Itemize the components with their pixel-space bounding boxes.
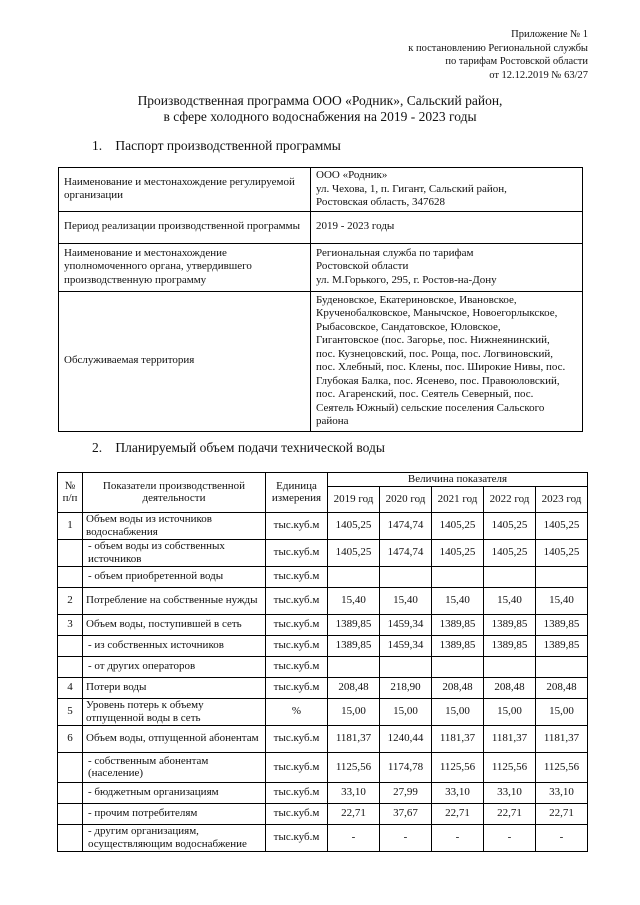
row-indicator: - из собственных источников	[83, 635, 266, 656]
row-number	[58, 635, 83, 656]
row-value	[536, 566, 588, 587]
row-value: 208,48	[536, 677, 588, 698]
row-value	[432, 656, 484, 677]
passport-value-line: 2019 - 2023 годы	[316, 220, 395, 233]
row-unit: тыс.куб.м	[266, 752, 328, 782]
table-row	[58, 698, 588, 725]
row-number: 5	[58, 698, 83, 725]
row-value: 1405,25	[432, 539, 484, 566]
row-indicator: - прочим потребителям	[83, 803, 266, 824]
passport-value-line: Гигантовское (пос. Загорье, пос. Нижнеянинский,	[316, 334, 550, 346]
row-value: 1389,85	[484, 635, 536, 656]
title-line: Производственная программа ООО «Родник», Сальский район,	[137, 93, 503, 108]
row-value: 1125,56	[484, 752, 536, 782]
section-1-heading	[92, 138, 341, 154]
row-value: -	[328, 824, 380, 851]
row-value: 33,10	[328, 782, 380, 803]
table-row	[58, 677, 588, 698]
row-value: -	[536, 824, 588, 851]
row-unit: тыс.куб.м	[266, 656, 328, 677]
row-indicator: - другим организациям, осуществляющим водоснабжение	[83, 824, 266, 851]
passport-table	[58, 167, 583, 432]
row-unit: тыс.куб.м	[266, 587, 328, 614]
row-value: 1174,78	[380, 752, 432, 782]
row-value: 15,40	[328, 587, 380, 614]
row-value: 218,90	[380, 677, 432, 698]
row-unit: тыс.куб.м	[266, 614, 328, 635]
table-row	[58, 539, 588, 566]
appendix-line: по тарифам Ростовской области	[445, 56, 588, 67]
row-value: 1389,85	[536, 635, 588, 656]
passport-value-line: Ростовской области	[316, 260, 409, 273]
table-row	[58, 635, 588, 656]
row-value: 15,40	[432, 587, 484, 614]
row-unit: тыс.куб.м	[266, 512, 328, 539]
row-unit: тыс.куб.м	[266, 803, 328, 824]
row-value: 1125,56	[432, 752, 484, 782]
row-number	[58, 656, 83, 677]
section-title: Паспорт производственной программы	[115, 138, 341, 153]
row-value: 1405,25	[536, 512, 588, 539]
row-value: 1459,34	[380, 635, 432, 656]
row-value: 1389,85	[328, 635, 380, 656]
passport-value-line: Региональная служба по тарифам	[316, 246, 474, 259]
row-number	[58, 782, 83, 803]
row-value: 15,00	[432, 698, 484, 725]
water-volume-table	[57, 472, 588, 852]
passport-value-line: пос. Хлебный, пос. Клены, пос. Широкие Нивы, пос.	[316, 361, 566, 373]
appendix-header	[408, 28, 588, 82]
row-value: 1405,25	[484, 539, 536, 566]
row-number: 1	[58, 512, 83, 539]
row-indicator: Потребление на собственные нужды	[83, 587, 266, 614]
row-value: 1389,85	[432, 635, 484, 656]
row-indicator: - собственным абонентам (население)	[83, 752, 266, 782]
row-value: 1181,37	[536, 725, 588, 752]
passport-label: Наименование и местонахождение уполномоченного органа, утвердившего производственную программу	[59, 243, 311, 291]
passport-value-line: Крученобалковское, Манычское, Новоегорлыкское,	[316, 307, 558, 319]
table-row	[58, 512, 588, 539]
passport-value-line: Ростовская область, 347628	[316, 196, 445, 208]
row-value: 22,71	[432, 803, 484, 824]
table-row	[58, 566, 588, 587]
row-number: 2	[58, 587, 83, 614]
row-indicator: Уровень потерь к объему отпущенной воды в сеть	[83, 698, 266, 725]
row-value: 1125,56	[536, 752, 588, 782]
appendix-line: к постановлению Региональной службы	[408, 42, 588, 54]
table-row	[58, 782, 588, 803]
row-unit: тыс.куб.м	[266, 824, 328, 851]
passport-row	[59, 211, 583, 243]
table-row	[58, 725, 588, 752]
table-row	[58, 587, 588, 614]
row-value: 1389,85	[328, 614, 380, 635]
col-header-year: 2023 год	[536, 486, 588, 512]
row-unit: тыс.куб.м	[266, 725, 328, 752]
appendix-line: от 12.12.2019 № 63/27	[489, 69, 588, 81]
passport-label: Наименование и местонахождение регулируемой организации	[59, 168, 311, 212]
row-value: 208,48	[484, 677, 536, 698]
row-indicator: - объем приобретенной воды	[83, 566, 266, 587]
passport-value-line: ул. Чехова, 1, п. Гигант, Сальский район,	[316, 182, 507, 195]
row-value: 33,10	[432, 782, 484, 803]
row-value: 22,71	[328, 803, 380, 824]
row-value: 1181,37	[484, 725, 536, 752]
row-unit: тыс.куб.м	[266, 635, 328, 656]
row-value: 15,00	[536, 698, 588, 725]
document-title	[0, 93, 640, 125]
row-value: -	[484, 824, 536, 851]
table-row	[58, 803, 588, 824]
passport-value-line: ООО «Родник»	[316, 169, 388, 181]
col-header-num: № п/п	[58, 473, 83, 513]
row-indicator: - объем воды из собственных источников	[83, 539, 266, 566]
row-value: 1389,85	[536, 614, 588, 635]
row-value: 37,67	[380, 803, 432, 824]
passport-value-line: района	[316, 415, 349, 427]
row-value: 1405,25	[328, 512, 380, 539]
row-value: 1474,74	[380, 539, 432, 566]
passport-value-line: Рыбасовское, Сандатовское, Юловское,	[316, 320, 501, 333]
row-value: 1474,74	[380, 512, 432, 539]
section-number: 1.	[92, 138, 103, 153]
col-header-value-group: Величина показателя	[328, 473, 588, 487]
row-number: 3	[58, 614, 83, 635]
row-value: 33,10	[484, 782, 536, 803]
section-number: 2.	[92, 440, 103, 455]
passport-value	[311, 168, 583, 212]
row-value: 1125,56	[328, 752, 380, 782]
passport-value	[311, 211, 583, 243]
row-value: 15,00	[484, 698, 536, 725]
passport-value	[311, 291, 583, 431]
row-indicator: Объем воды из источников водоснабжения	[83, 512, 266, 539]
row-value: 15,40	[380, 587, 432, 614]
row-value	[380, 656, 432, 677]
row-value: 1389,85	[432, 614, 484, 635]
row-unit: тыс.куб.м	[266, 782, 328, 803]
row-indicator: Объем воды, поступившей в сеть	[83, 614, 266, 635]
table-row	[58, 824, 588, 851]
row-value	[484, 656, 536, 677]
row-value: 208,48	[432, 677, 484, 698]
col-header-indicator: Показатели производственной деятельности	[83, 473, 266, 513]
row-value	[432, 566, 484, 587]
row-value: 15,00	[328, 698, 380, 725]
row-value: 1389,85	[484, 614, 536, 635]
table-row	[58, 656, 588, 677]
col-header-year: 2022 год	[484, 486, 536, 512]
section-title: Планируемый объем подачи технической воды	[115, 440, 385, 455]
row-unit: тыс.куб.м	[266, 677, 328, 698]
row-value	[536, 656, 588, 677]
row-unit: тыс.куб.м	[266, 566, 328, 587]
row-number: 6	[58, 725, 83, 752]
row-number	[58, 824, 83, 851]
row-value: 1405,25	[432, 512, 484, 539]
row-value: 208,48	[328, 677, 380, 698]
row-value: 1459,34	[380, 614, 432, 635]
row-number	[58, 803, 83, 824]
passport-value-line: пос. Кузнецовский, пос. Роща, пос. Логвиновский,	[316, 347, 554, 360]
row-value: -	[432, 824, 484, 851]
row-value: 1181,37	[328, 725, 380, 752]
title-line: в сфере холодного водоснабжения на 2019 - 2023 годы	[163, 109, 477, 124]
row-value: 1405,25	[536, 539, 588, 566]
row-value: 1240,44	[380, 725, 432, 752]
passport-value-line: ул. М.Горького, 295, г. Ростов-на-Дону	[316, 273, 497, 286]
passport-row	[59, 168, 583, 212]
row-value: 22,71	[484, 803, 536, 824]
col-header-year: 2021 год	[432, 486, 484, 512]
row-value: 27,99	[380, 782, 432, 803]
row-value	[328, 566, 380, 587]
row-value: -	[380, 824, 432, 851]
row-value: 1405,25	[328, 539, 380, 566]
row-indicator: - от других операторов	[83, 656, 266, 677]
row-value: 15,40	[536, 587, 588, 614]
row-value	[380, 566, 432, 587]
row-number	[58, 566, 83, 587]
table-row	[58, 752, 588, 782]
row-value: 22,71	[536, 803, 588, 824]
table-row	[58, 614, 588, 635]
passport-value-line: Буденовское, Екатериновское, Ивановское,	[316, 293, 517, 306]
row-indicator: Объем воды, отпущенной абонентам	[83, 725, 266, 752]
passport-value	[311, 243, 583, 291]
col-header-unit: Единица измерения	[266, 473, 328, 513]
row-unit: %	[266, 698, 328, 725]
row-unit: тыс.куб.м	[266, 539, 328, 566]
row-number: 4	[58, 677, 83, 698]
appendix-line: Приложение № 1	[511, 29, 588, 40]
passport-label: Период реализации производственной программы	[59, 211, 311, 243]
col-header-year: 2020 год	[380, 486, 432, 512]
passport-row	[59, 243, 583, 291]
row-value	[328, 656, 380, 677]
row-value: 33,10	[536, 782, 588, 803]
row-value: 1405,25	[484, 512, 536, 539]
passport-row	[59, 291, 583, 431]
section-2-heading	[92, 440, 385, 456]
row-value: 15,40	[484, 587, 536, 614]
row-value	[484, 566, 536, 587]
row-value: 15,00	[380, 698, 432, 725]
passport-value-line: Сеятель Южный) сельские поселения Сальского	[316, 401, 545, 414]
passport-value-line: Глубокая Балка, пос. Ясенево, пос. Правоюловский,	[316, 374, 560, 387]
row-number	[58, 752, 83, 782]
col-header-year: 2019 год	[328, 486, 380, 512]
row-value: 1181,37	[432, 725, 484, 752]
passport-value-line: пос. Агаренский, пос. Сеятель Северный, пос.	[316, 388, 534, 400]
row-number	[58, 539, 83, 566]
row-indicator: - бюджетным организациям	[83, 782, 266, 803]
passport-label: Обслуживаемая территория	[59, 291, 311, 431]
row-indicator: Потери воды	[83, 677, 266, 698]
